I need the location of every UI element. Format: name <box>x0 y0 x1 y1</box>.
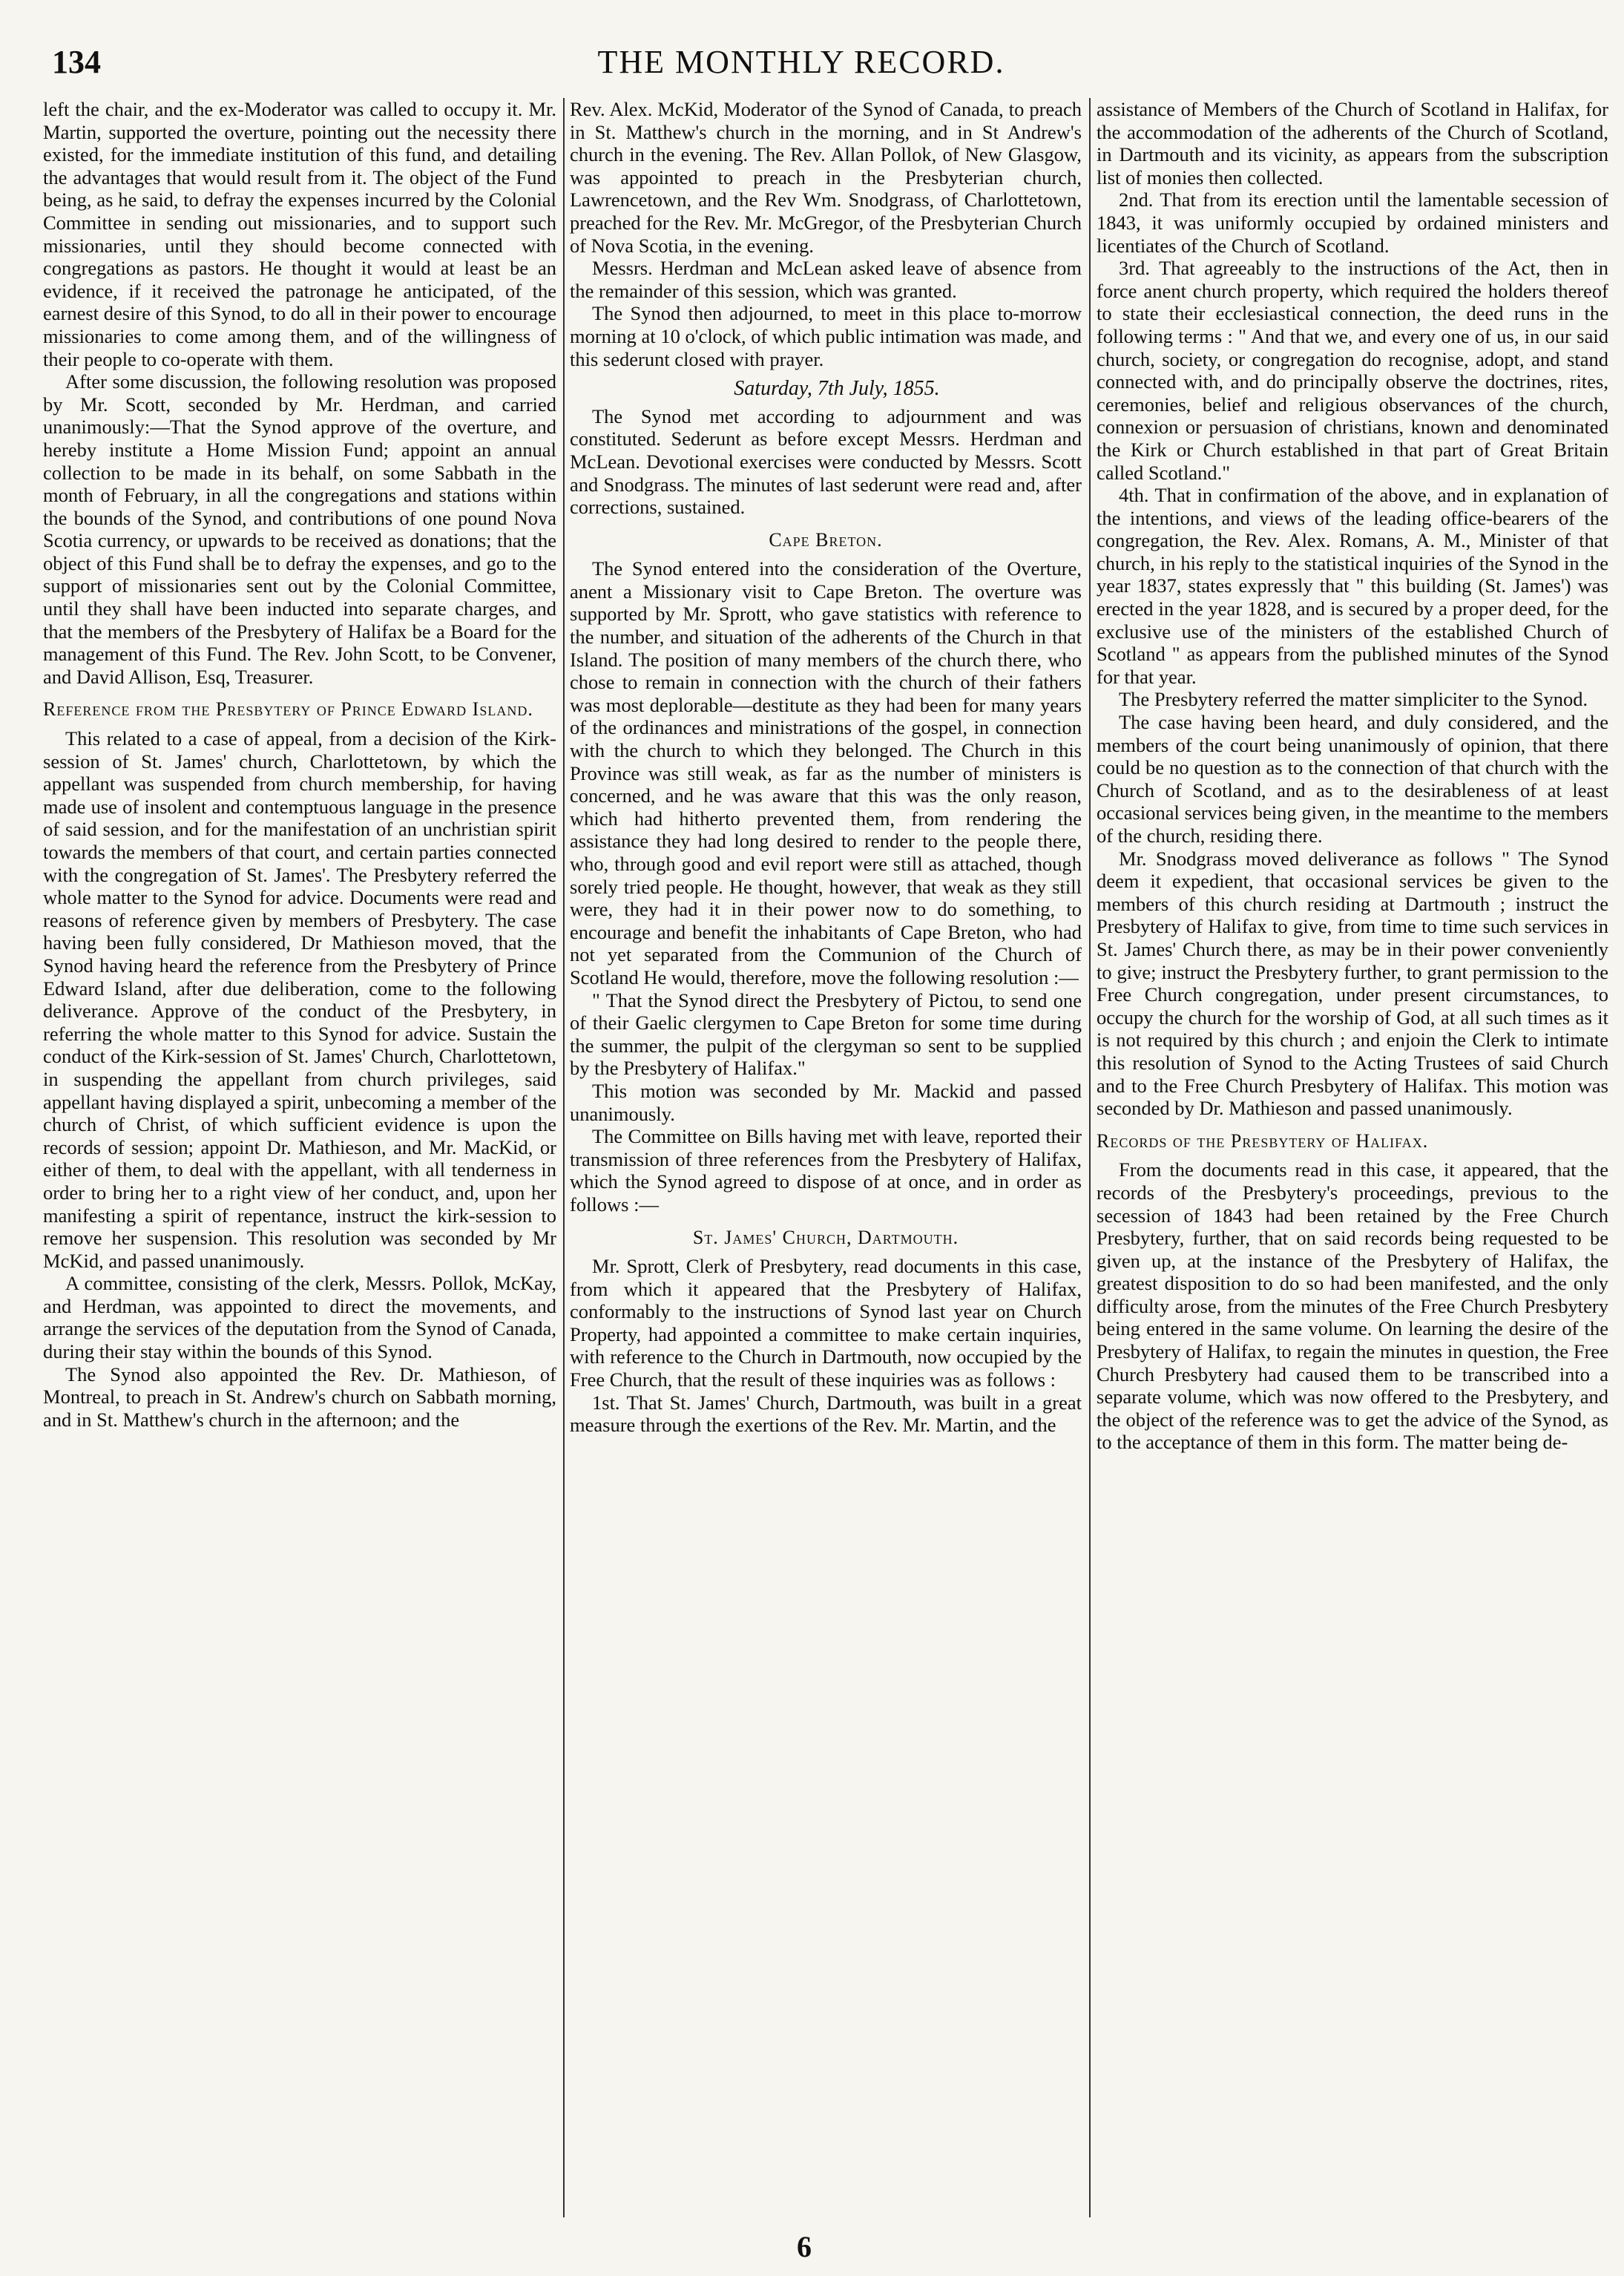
page-header <box>45 37 1558 89</box>
text-column-1 <box>43 98 556 2220</box>
paragraph: The Synod entered into the consideration of the Overture, anent a Missionary visit to Cape Breton. The overture was supported by Mr. Sprott, who gave statistics with reference to the number, and situation of the adherents of the Church in that Island. The position of many members of the church there, who chose to remain in connection with the church of their fathers was most deplorable—destitute as they had been for many years of the ordinances and ministrations of the gospel, in connection with the church to which they belonged. The Church in this Province was still weak, as far as the number of ministers is concerned, and he was aware that this was the only reason, which had hitherto prevented them, from rendering the assistance they had long desired to render to the people there, who, through good and evil report were still as attached, though sorely tried people. He thought, however, that weak as they still were, they had it in their power now to do something, to encourage and benefit the inhabitants of Cape Breton, who had not yet separated from the Communion of the Church of Scotland He would, therefore, move the following resolution :— <box>570 557 1082 988</box>
paragraph: 2nd. That from its erection until the lamentable secession of 1843, it was uniformly occupied by ordained ministers and licentiates of the Church of Scotland. <box>1097 188 1608 257</box>
section-heading: Reference from the Presbytery of Prince Edward Island. <box>43 698 533 721</box>
section-heading: Cape Breton. <box>769 528 883 551</box>
section-heading: Records of the Presbytery of Halifax. <box>1097 1129 1429 1152</box>
paragraph: Mr. Sprott, Clerk of Presbytery, read documents in this case, from which it appeared that the Presbytery of Halifax, conformably to the instructions of Synod last year on Church Property, had appointed a committee to make certain inquiries, with reference to the Church in Dartmouth, now occupied by the Free Church, that the result of these inquiries was as follows : <box>570 1255 1082 1391</box>
column-rule <box>1089 98 1091 2217</box>
paragraph: Rev. Alex. McKid, Moderator of the Synod of Canada, to preach in St. Matthew's church in the morning, and in St Andrew's church in the evening. The Rev. Allan Pollok, of New Glasgow, was appointed to preach in the Presbyterian church, Lawrencetown, and the Rev Wm. Snodgrass, of Charlottetown, preached for the Rev. Mr. McGregor, of the Presbyterian Church of Nova Scotia, in the evening. <box>570 98 1082 257</box>
paragraph: The Synod then adjourned, to meet in this place to-morrow morning at 10 o'clock, of which public intimation was made, and this sederunt closed with prayer. <box>570 302 1082 370</box>
text-column-3 <box>1097 98 1608 2220</box>
signature-mark: 6 <box>797 2230 812 2263</box>
paragraph: After some discussion, the following resolution was proposed by Mr. Scott, seconded by Mr. Herdman, and carried unanimously:—That the Synod approve of the overture, and hereby institute a Home Mission Fund; appoint an annual collection to be made in its behalf, on some Sabbath in the month of February, in all the congregations and stations within the bounds of the Synod, and contributions of one pound Nova Scotia currency, or upwards to be received as donations; that the object of this Fund shall be to defray the expenses, and go to the support of missionaries sent out by the Colonial Committee, until they shall have been inducted into separate charges, and that the members of the Presbytery of Halifax be a Board for the management of this Fund. The Rev. John Scott, to be Convener, and David Allison, Esq, Treasurer. <box>43 370 556 688</box>
paragraph: This related to a case of appeal, from a decision of the Kirk-session of St. James' church, Charlottetown, by which the appellant was suspended from church membership, for having made use of insolent and contemptuous language in the presence of said session, and for the manifestation of an unchristian spirit towards the members of that court, and certain parties connected with the congregation of St. James'. The Presbytery referred the whole matter to the Synod for advice. Documents were read and reasons of reference given by members of Presbytery. The case having been fully considered, Dr Mathieson moved, that the Synod having heard the reference from the Presbytery of Prince Edward Island, after due deliberation, come to the following deliverance. Approve of the conduct of the Presbytery, in referring the whole matter to this Synod for advice. Sustain the conduct of the Kirk-session of St. James' Church, Charlottetown, in suspending the appellant from church privileges, said appellant having displayed a spirit, unbecoming a member of the church of Christ, of which sufficient evidence is upon the records of session; appoint Dr. Mathieson, and Mr. MacKid, or either of them, to deal with the appellant, with all tenderness in order to bring her to a right view of her conduct, and, upon her manifesting a spirit of repentance, instruct the kirk-session to remove her suspension. This resolution was seconded by Mr McKid, and passed unanimously. <box>43 727 556 1272</box>
text-column-2 <box>570 98 1082 2220</box>
paragraph: The Synod also appointed the Rev. Dr. Mathieson, of Montreal, to preach in St. Andrew's church on Sabbath morning, and in St. Matthew's church in the afternoon; and the <box>43 1362 556 1431</box>
paragraph: This motion was seconded by Mr. Mackid and passed unanimously. <box>570 1079 1082 1125</box>
paragraph: Messrs. Herdman and McLean asked leave of absence from the remainder of this session, which was granted. <box>570 257 1082 302</box>
date-heading: Saturday, 7th July, 1855. <box>734 377 940 401</box>
paragraph: From the documents read in this case, it appeared, that the records of the Presbytery's proceedings, previous to the secession of 1843 had been retained by the Free Church Presbytery, further, that on said records being requested to be given up, at the instance of the Presbytery of Halifax, the greatest disposition to do so had been manifested, and the only difficulty arose, from the minutes of the Free Church Presbytery being entered in the same volume. On learning the desire of the Presbytery of Halifax, to regain the minutes in question, the Free Church Presbytery had caused them to be transcribed into a separate volume, which was now offered to the Presbytery, and the object of the reference was to get the advice of the Synod, as to the acceptance of them in this form. The matter being de- <box>1097 1158 1608 1454</box>
paragraph: The case having been heard, and duly considered, and the members of the court being unanimously of opinion, that there could be no question as to the connection of that church with the Church of Scotland, and as to the desirableness of at least occasional services being given, in the meantime to the members of the church, residing there. <box>1097 711 1608 847</box>
paragraph: The Synod met according to adjournment and was constituted. Sederunt as before except Messrs. Herdman and McLean. Devotional exercises were conducted by Messrs. Scott and Snodgrass. The minutes of last sederunt were read and, after corrections, sustained. <box>570 404 1082 519</box>
paragraph: 3rd. That agreeably to the instructions of the Act, then in force anent church property, which required the holders thereof to state their ecclesiastical connection, the deed runs in the following terms : " And that we, and every one of us, in our said church, society, or congregation do recognise, adopt, and stand connected with, and do principally observe the doctrines, rites, ceremonies, belief and religious observances of the church, connexion or persuasion of christians, known and denominated the Kirk or Church established in that part of Great Britain called Scotland." <box>1097 257 1608 484</box>
paragraph: assistance of Members of the Church of Scotland in Halifax, for the accommodation of the adherents of the Church of Scotland, in Dartmouth and its vicinity, as appears from the subscription list of monies then collected. <box>1097 98 1608 188</box>
paragraph: A committee, consisting of the clerk, Messrs. Pollok, McKay, and Herdman, was appointed to direct the movements, and arrange the services of the deputation from the Synod of Canada, during their stay within the bounds of this Synod. <box>43 1272 556 1363</box>
page-number: 134 <box>52 44 101 80</box>
section-heading: St. James' Church, Dartmouth. <box>692 1226 959 1248</box>
paragraph: 1st. That St. James' Church, Dartmouth, was built in a great measure through the exertions of the Rev. Mr. Martin, and the <box>570 1391 1082 1437</box>
paragraph: The Presbytery referred the matter simpliciter to the Synod. <box>1119 688 1588 711</box>
paragraph: left the chair, and the ex-Moderator was called to occupy it. Mr. Martin, supported the overture, pointing out the necessity there existed, for the immediate institution of this fund, and detailing the advantages that would result from it. The object of the Fund being, as he said, to defray the expenses incurred by the Colonial Committee in sending out missionaries, and to support such missionaries, until they should become connected with congregations as pastors. He thought it would at least be an evidence, if it received the patronage he anticipated, of the earnest desire of this Synod, to do all in their power to encourage missionaries to come among them, and of the willingness of their people to co-operate with them. <box>43 98 556 370</box>
paragraph: Mr. Snodgrass moved deliverance as follows " The Synod deem it expedient, that occasional services be given to the members of this church residing at Dartmouth ; instruct the Presbytery of Halifax to give, from time to time such services in St. James' Church there, as may be in their power conveniently to give; instruct the Presbytery further, to grant permission to the Free Church congregation, under present circumstances, to occupy the church for the worship of God, at all such times as it is not required by this church ; and enjoin the Clerk to intimate this resolution of Synod to the Acting Trustees of said Church and to the Free Church Presbytery of Halifax. This motion was seconded by Dr. Mathieson and passed unanimously. <box>1097 847 1608 1120</box>
running-title: THE MONTHLY RECORD. <box>597 44 1005 80</box>
paragraph: The Committee on Bills having met with leave, reported their transmission of three references from the Presbytery of Halifax, which the Synod agreed to dispose of at once, and in order as follows :— <box>570 1125 1082 1216</box>
paragraph: " That the Synod direct the Presbytery of Pictou, to send one of their Gaelic clergymen to Cape Breton for some time during the summer, the pulpit of the clergyman so sent to be supplied by the Presbytery of Halifax." <box>570 988 1082 1080</box>
paragraph: 4th. That in confirmation of the above, and in explanation of the intentions, and views of the leading office-bearers of the congregation, the Rev. Alex. Romans, A. M., Minister of that church, in his reply to the statistical inquiries of the Synod in the year 1837, states expressly that " this building (St. James') was erected in the year 1828, and is secured by a proper deed, for the exclusive use of the ministers of the established Church of Scotland " as appears from the published minutes of the Synod for that year. <box>1097 484 1608 688</box>
column-rule <box>563 98 565 2217</box>
